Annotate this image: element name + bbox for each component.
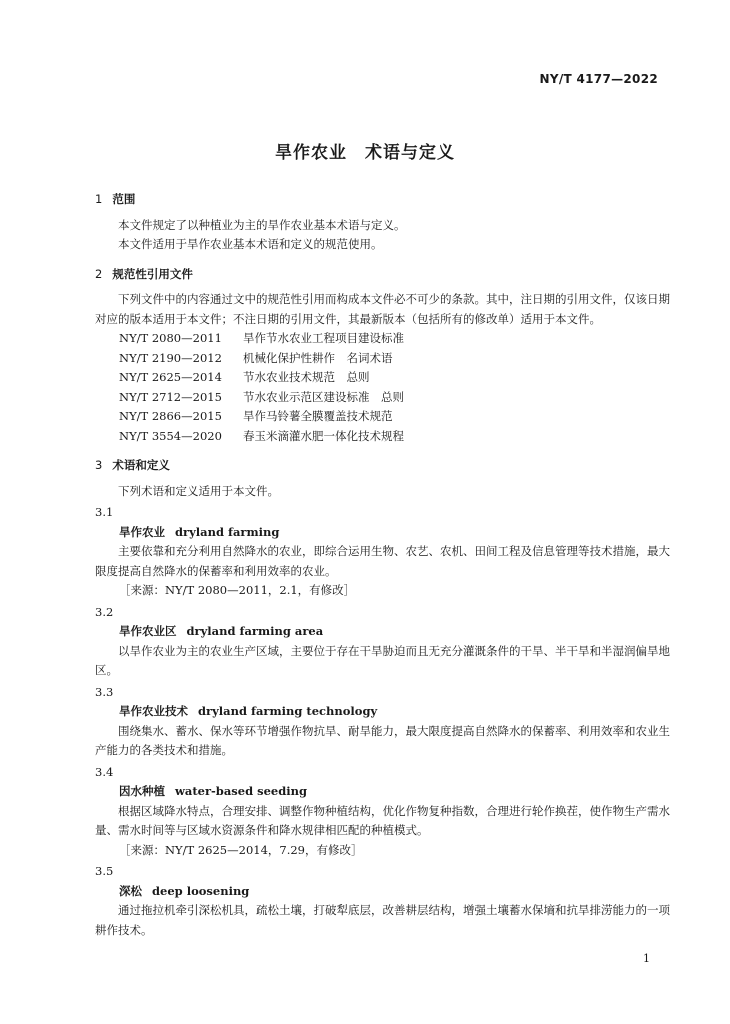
reference-code: NY/T 2625—2014 xyxy=(119,370,222,384)
reference-name: 春玉米滴灌水肥一体化技术规程 xyxy=(243,428,404,443)
term-definition: 根据区域降水特点，合理安排、调整作物种植结构，优化作物复种指数，合理进行轮作换茬，使作物生产需水量、需水时间等与区域水资源条件和降水规律相匹配的种植模式。 xyxy=(95,803,670,837)
reference-code: NY/T 2866—2015 xyxy=(119,409,222,423)
term-definition: 围绕集水、蓄水、保水等环节增强作物抗旱、耐旱能力，最大限度提高自然降水的保蓄率、利用效率和农业生产能力的各类技术和措施。 xyxy=(95,723,670,757)
term-source-note: ［来源：NY/T 2080—2011，2.1，有修改］ xyxy=(119,583,356,597)
section-heading-scope xyxy=(95,190,670,210)
term-en: water-based seeding xyxy=(175,784,308,798)
paragraph: 下列文件中的内容通过文中的规范性引用而构成本文件必不可少的条款。其中，注日期的引用文件，仅该日期对应的版本适用于本文件；不注日期的引用文件，其最新版本（包括所有的修改单）适用于本文件。 xyxy=(95,292,670,326)
section-title: 规范性引用文件 xyxy=(112,266,193,281)
paragraph: 下列术语和定义适用于本文件。 xyxy=(118,483,279,498)
paragraph: 本文件适用于旱作农业基本术语和定义的规范使用。 xyxy=(118,237,383,251)
term-zh: 深松 xyxy=(119,883,142,898)
term-en: dryland farming xyxy=(175,524,280,539)
section-number: 1 xyxy=(95,192,103,206)
reference-item xyxy=(119,368,670,388)
reference-name: 机械化保护性耕作 名词术语 xyxy=(243,350,393,365)
reference-item xyxy=(119,388,670,408)
reference-list xyxy=(95,329,670,446)
term-heading xyxy=(95,702,670,722)
standard-code: NY/T 4177—2022 xyxy=(539,72,658,86)
term-number: 3.4 xyxy=(95,764,114,779)
term-source-note: ［来源：NY/T 2625—2014，7.29，有修改］ xyxy=(119,842,363,857)
reference-code: NY/T 2190—2012 xyxy=(119,350,222,365)
term-heading xyxy=(95,782,670,802)
reference-item xyxy=(119,427,670,447)
term-heading xyxy=(95,523,670,543)
paragraph: 本文件规定了以种植业为主的旱作农业基本术语与定义。 xyxy=(118,217,406,232)
term-heading xyxy=(95,882,670,902)
term-number: 3.2 xyxy=(95,604,114,619)
term-zh: 旱作农业区 xyxy=(119,624,177,638)
term-zh: 因水种植 xyxy=(119,784,165,798)
reference-name: 节水农业技术规范 总则 xyxy=(243,370,370,384)
term-en: deep loosening xyxy=(152,883,250,898)
document-body xyxy=(95,190,670,940)
reference-code: NY/T 2080—2011 xyxy=(119,331,222,345)
section-number: 3 xyxy=(95,458,103,472)
reference-item xyxy=(119,349,670,369)
term-heading xyxy=(95,622,670,642)
section-heading-terms xyxy=(95,456,670,476)
reference-name: 旱作节水农业工程项目建设标准 xyxy=(243,331,404,345)
term-zh: 旱作农业技术 xyxy=(119,704,188,718)
page-number: 1 xyxy=(643,952,650,965)
reference-item xyxy=(119,407,670,427)
term-number: 3.5 xyxy=(95,864,114,878)
term-en: dryland farming area xyxy=(186,624,324,638)
term-zh: 旱作农业 xyxy=(119,524,165,539)
term-number: 3.3 xyxy=(95,684,114,699)
reference-name: 节水农业示范区建设标准 总则 xyxy=(243,389,404,404)
section-number: 2 xyxy=(95,266,103,281)
reference-code: NY/T 2712—2015 xyxy=(119,389,222,404)
term-number: 3.1 xyxy=(95,505,114,519)
term-definition: 通过拖拉机牵引深松机具，疏松土壤，打破犁底层，改善耕层结构，增强土壤蓄水保墒和抗旱排涝能力的一项耕作技术。 xyxy=(95,903,670,937)
section-title: 术语和定义 xyxy=(112,458,170,472)
term-definition: 以旱作农业为主的农业生产区域，主要位于存在干旱胁迫而且无充分灌溉条件的干旱、半干旱和半湿润偏旱地区。 xyxy=(95,643,670,677)
section-title: 范围 xyxy=(112,192,136,206)
document-title: 旱作农业 术语与定义 xyxy=(275,143,455,163)
reference-name: 旱作马铃薯全膜覆盖技术规范 xyxy=(243,409,393,423)
reference-item xyxy=(119,329,670,349)
reference-code: NY/T 3554—2020 xyxy=(119,428,222,443)
term-definition: 主要依靠和充分利用自然降水的农业，即综合运用生物、农艺、农机、田间工程及信息管理等技术措施，最大限度提高自然降水的保蓄率和利用效率的农业。 xyxy=(95,544,670,578)
section-heading-refs xyxy=(95,265,670,285)
term-en: dryland farming technology xyxy=(198,704,378,718)
